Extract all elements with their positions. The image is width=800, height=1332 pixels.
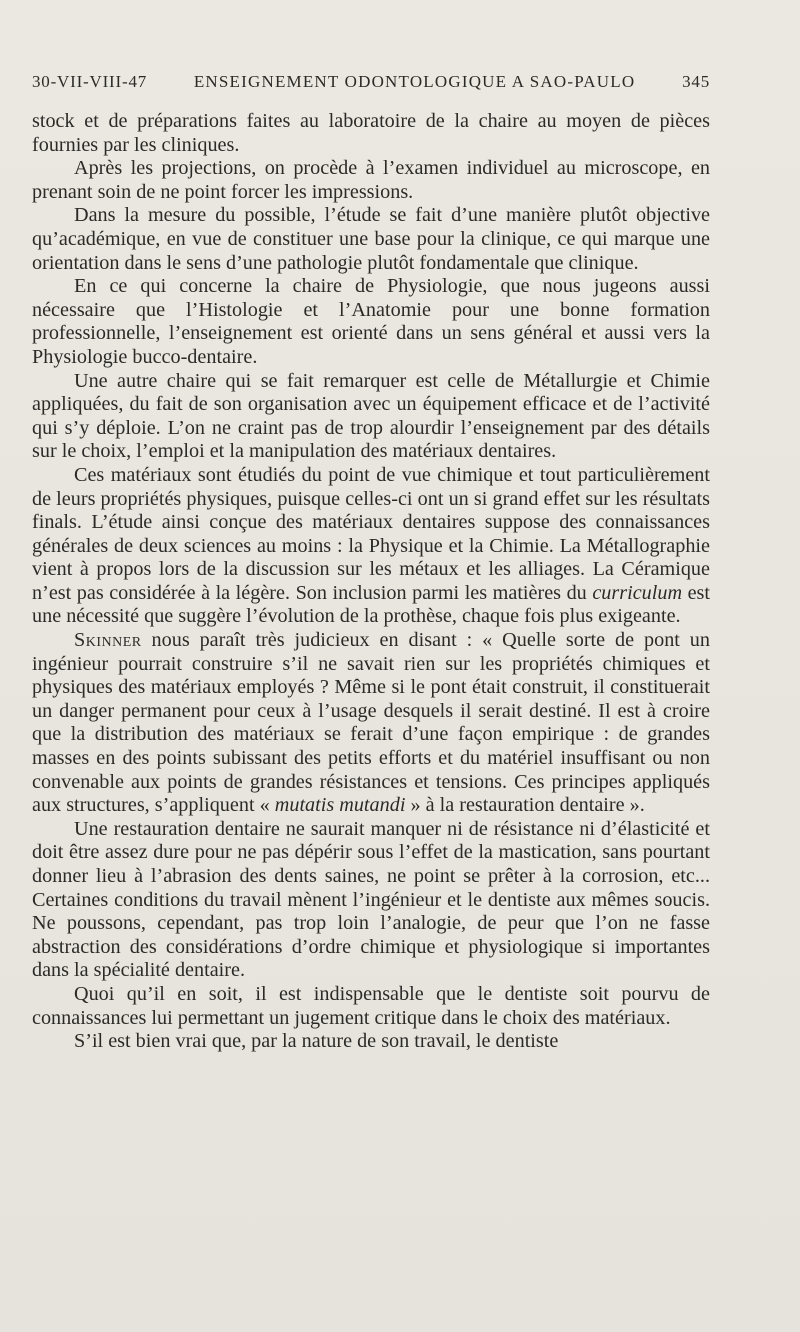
page-number: 345	[682, 72, 710, 91]
paragraph-text: En ce qui concerne la chaire de Physiologie, que nous jugeons aussi nécessaire que l’Histologie et l’Anatomie pour une bonne formation professionnelle, l’enseignement est orienté dans un sens général et aussi vers la Physiologie bucco-dentaire.	[32, 275, 710, 368]
paragraph	[32, 275, 710, 369]
paragraph	[32, 818, 710, 983]
paragraph-text: Après les projections, on procède à l’examen individuel au microscope, en prenant soin de ne point forcer les impressions.	[32, 157, 710, 203]
paragraph-text: S’il est bien vrai que, par la nature de son travail, le dentiste	[74, 1030, 559, 1053]
italic-text: mutatis mutandi	[274, 794, 406, 817]
paragraph	[32, 370, 710, 464]
paragraph	[32, 157, 710, 204]
paragraph-text: est une nécessité que suggère l’évolution de la prothèse, chaque fois plus exigeante.	[32, 581, 710, 628]
header-title: ENSEIGNEMENT ODONTOLOGIQUE A SAO-PAULO	[193, 72, 636, 91]
paragraph	[32, 464, 710, 629]
paragraph	[32, 204, 710, 275]
paragraph	[32, 110, 710, 157]
paragraph-text: stock et de préparations faites au laboratoire de la chaire au moyen de pièces fournies par les cliniques.	[32, 110, 710, 156]
header-date: 30-VII-VIII-47	[32, 72, 148, 91]
author-name: Skinner	[74, 629, 142, 652]
paragraph-text: Quoi qu’il en soit, il est indispensable que le dentiste soit pourvu de connaissances lui permettant un jugement critique dans le choix des matériaux.	[32, 982, 710, 1029]
paragraph-text: » à la restauration dentaire ».	[405, 794, 645, 817]
paragraph-text: Une restauration dentaire ne saurait manquer ni de résistance ni d’élasticité et doit être assez dure pour ne pas dépérir sous l’effet de la mastication, sans pourtant donner lieu à l’abrasion des dents saines, ne point se prêter à la corrosion, etc... Certaines conditions du travail mènent l’ingénieur et le dentiste aux mêmes soucis. Ne poussons, cependant, pas trop loin l’analogie, de peur que l’on ne fasse abstraction des considérations d’ordre chimique et physiologique si importantes dans la spécialité dentaire.	[32, 817, 710, 982]
paragraph	[32, 629, 710, 818]
paragraph-text: Ces matériaux sont étudiés du point de vue chimique et tout particulièrement de leurs propriétés physiques, puisque celles-ci ont un si grand effet sur les résultats finals. L’étude ainsi conçue des matériaux dentaires suppose des connaissances générales de deux sciences au moins : la Physique et la Chimie. La Métallographie vient à propos lors de la discussion sur les métaux et les alliages. La Céramique n’est pas considérée à la légère. Son inclusion parmi les matières du	[32, 463, 710, 604]
running-header	[32, 72, 710, 92]
paragraph-text: Une autre chaire qui se fait remarquer est celle de Métallurgie et Chimie appliquées, du fait de son organisation avec un équipement efficace et de l’activité qui s’y déploie. L’on ne craint pas de trop alourdir l’enseignement par des détails sur le choix, l’emploi et la manipulation des matériaux dentaires.	[32, 369, 710, 463]
paragraph	[32, 983, 710, 1030]
body-text	[32, 110, 710, 1054]
paragraph-text: Dans la mesure du possible, l’étude se fait d’une manière plutôt objective qu’académique, en vue de constituer une base pour la clinique, ce qui marque une orientation dans le sens d’une pathologie plutôt fondamentale que clinique.	[32, 204, 710, 274]
paragraph-text: nous paraît très judicieux en disant : « Quelle sorte de pont un ingénieur pourrait construire s’il ne savait rien sur les propriétés chimiques et physiques des matériaux employés ? Même si le pont était construit, il constituerait un danger permanent pour ceux à l’usage desquels il serait destiné. Il est à croire que la distribution des matériaux se ferait d’une façon empirique : de grandes masses en des points subissant des petits efforts et du matériel insuffisant ou non convenable aux points de grandes résistances et tensions. Ces principes appliqués aux structures, s’appliquent «	[32, 629, 710, 817]
paragraph	[32, 1030, 710, 1054]
italic-text: curriculum	[592, 581, 683, 604]
